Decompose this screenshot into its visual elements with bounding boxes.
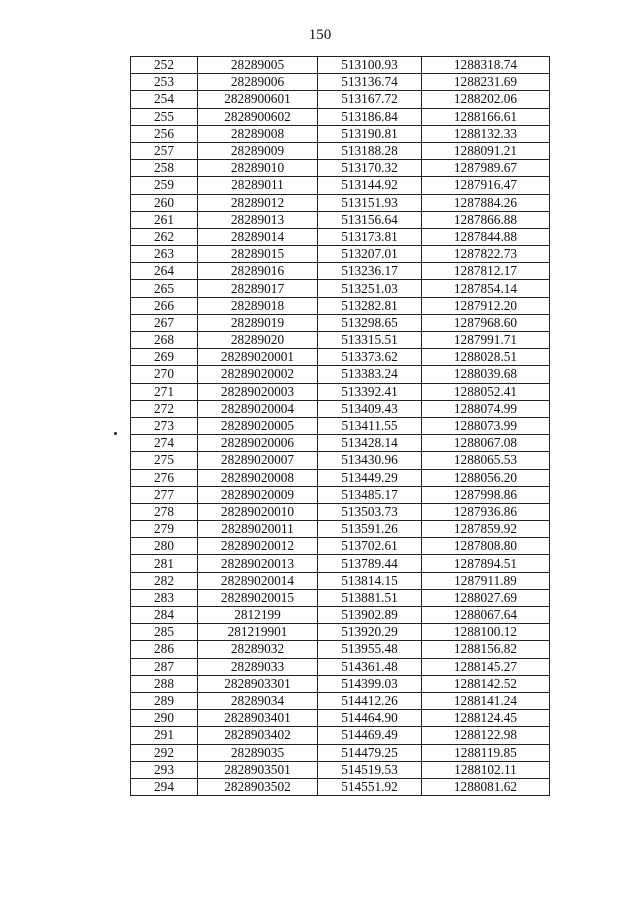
row-number-cell: 288 (131, 675, 198, 692)
y-coordinate-cell: 1288132.33 (422, 125, 550, 142)
table-row (131, 417, 550, 434)
point-id-cell: 2828903501 (198, 761, 318, 778)
y-coordinate-cell: 1288073.99 (422, 417, 550, 434)
table-row (131, 744, 550, 761)
y-coordinate-cell: 1287991.71 (422, 332, 550, 349)
y-coordinate-cell: 1288039.68 (422, 366, 550, 383)
y-coordinate-cell: 1288145.27 (422, 658, 550, 675)
point-id-cell: 28289020008 (198, 469, 318, 486)
point-id-cell: 2828900601 (198, 91, 318, 108)
point-id-cell: 28289034 (198, 692, 318, 709)
point-id-cell: 28289006 (198, 74, 318, 91)
x-coordinate-cell: 513151.93 (318, 194, 422, 211)
point-id-cell: 2828900602 (198, 108, 318, 125)
x-coordinate-cell: 513503.73 (318, 503, 422, 520)
row-number-cell: 291 (131, 727, 198, 744)
y-coordinate-cell: 1287894.51 (422, 555, 550, 572)
table-row (131, 572, 550, 589)
table-row (131, 332, 550, 349)
table-row (131, 435, 550, 452)
x-coordinate-cell: 514519.53 (318, 761, 422, 778)
row-number-cell: 270 (131, 366, 198, 383)
point-id-cell: 28289020 (198, 332, 318, 349)
y-coordinate-cell: 1288100.12 (422, 624, 550, 641)
row-number-cell: 294 (131, 778, 198, 795)
point-id-cell: 28289009 (198, 142, 318, 159)
table-row (131, 727, 550, 744)
table-row (131, 108, 550, 125)
y-coordinate-cell: 1288067.64 (422, 607, 550, 624)
table-row (131, 692, 550, 709)
point-id-cell: 28289012 (198, 194, 318, 211)
y-coordinate-cell: 1288052.41 (422, 383, 550, 400)
y-coordinate-cell: 1288166.61 (422, 108, 550, 125)
row-number-cell: 257 (131, 142, 198, 159)
y-coordinate-cell: 1287912.20 (422, 297, 550, 314)
point-id-cell: 28289020009 (198, 486, 318, 503)
table-row (131, 177, 550, 194)
point-id-cell: 28289018 (198, 297, 318, 314)
y-coordinate-cell: 1287911.89 (422, 572, 550, 589)
table-row (131, 538, 550, 555)
table-row (131, 521, 550, 538)
point-id-cell: 28289020007 (198, 452, 318, 469)
x-coordinate-cell: 513383.24 (318, 366, 422, 383)
y-coordinate-cell: 1287968.60 (422, 314, 550, 331)
y-coordinate-cell: 1287936.86 (422, 503, 550, 520)
row-number-cell: 259 (131, 177, 198, 194)
row-number-cell: 264 (131, 263, 198, 280)
point-id-cell: 28289035 (198, 744, 318, 761)
point-id-cell: 28289010 (198, 160, 318, 177)
x-coordinate-cell: 513173.81 (318, 228, 422, 245)
row-number-cell: 261 (131, 211, 198, 228)
coordinates-table-body (131, 57, 550, 796)
point-id-cell: 28289011 (198, 177, 318, 194)
table-row (131, 469, 550, 486)
point-id-cell: 28289008 (198, 125, 318, 142)
row-number-cell: 289 (131, 692, 198, 709)
x-coordinate-cell: 513298.65 (318, 314, 422, 331)
row-number-cell: 279 (131, 521, 198, 538)
row-number-cell: 278 (131, 503, 198, 520)
row-number-cell: 284 (131, 607, 198, 624)
row-number-cell: 267 (131, 314, 198, 331)
y-coordinate-cell: 1288081.62 (422, 778, 550, 795)
row-number-cell: 258 (131, 160, 198, 177)
x-coordinate-cell: 513315.51 (318, 332, 422, 349)
table-row (131, 383, 550, 400)
point-id-cell: 2828903301 (198, 675, 318, 692)
row-number-cell: 277 (131, 486, 198, 503)
table-row (131, 211, 550, 228)
point-id-cell: 2828903502 (198, 778, 318, 795)
point-id-cell: 28289019 (198, 314, 318, 331)
table-row (131, 125, 550, 142)
table-row (131, 400, 550, 417)
y-coordinate-cell: 1288028.51 (422, 349, 550, 366)
row-number-cell: 262 (131, 228, 198, 245)
row-number-cell: 287 (131, 658, 198, 675)
x-coordinate-cell: 513144.92 (318, 177, 422, 194)
row-number-cell: 276 (131, 469, 198, 486)
point-id-cell: 28289033 (198, 658, 318, 675)
point-id-cell: 2828903401 (198, 710, 318, 727)
y-coordinate-cell: 1288056.20 (422, 469, 550, 486)
y-coordinate-cell: 1288231.69 (422, 74, 550, 91)
x-coordinate-cell: 513207.01 (318, 246, 422, 263)
x-coordinate-cell: 513881.51 (318, 589, 422, 606)
row-number-cell: 280 (131, 538, 198, 555)
row-number-cell: 290 (131, 710, 198, 727)
row-number-cell: 273 (131, 417, 198, 434)
table-row (131, 503, 550, 520)
x-coordinate-cell: 513167.72 (318, 91, 422, 108)
x-coordinate-cell: 513282.81 (318, 297, 422, 314)
x-coordinate-cell: 514551.92 (318, 778, 422, 795)
y-coordinate-cell: 1287854.14 (422, 280, 550, 297)
y-coordinate-cell: 1287998.86 (422, 486, 550, 503)
coordinates-table (130, 56, 550, 796)
row-number-cell: 268 (131, 332, 198, 349)
table-row (131, 607, 550, 624)
point-id-cell: 28289020005 (198, 417, 318, 434)
x-coordinate-cell: 513188.28 (318, 142, 422, 159)
point-id-cell: 28289017 (198, 280, 318, 297)
x-coordinate-cell: 514479.25 (318, 744, 422, 761)
row-number-cell: 293 (131, 761, 198, 778)
x-coordinate-cell: 513920.29 (318, 624, 422, 641)
y-coordinate-cell: 1288318.74 (422, 57, 550, 74)
table-row (131, 142, 550, 159)
x-coordinate-cell: 513430.96 (318, 452, 422, 469)
x-coordinate-cell: 514399.03 (318, 675, 422, 692)
x-coordinate-cell: 513170.32 (318, 160, 422, 177)
x-coordinate-cell: 513902.89 (318, 607, 422, 624)
y-coordinate-cell: 1288067.08 (422, 435, 550, 452)
x-coordinate-cell: 513136.74 (318, 74, 422, 91)
y-coordinate-cell: 1288122.98 (422, 727, 550, 744)
row-number-cell: 265 (131, 280, 198, 297)
x-coordinate-cell: 514361.48 (318, 658, 422, 675)
table-row (131, 675, 550, 692)
y-coordinate-cell: 1288124.45 (422, 710, 550, 727)
point-id-cell: 28289013 (198, 211, 318, 228)
x-coordinate-cell: 513409.43 (318, 400, 422, 417)
row-number-cell: 272 (131, 400, 198, 417)
y-coordinate-cell: 1288141.24 (422, 692, 550, 709)
point-id-cell: 28289020012 (198, 538, 318, 555)
x-coordinate-cell: 513449.29 (318, 469, 422, 486)
stray-mark (114, 432, 117, 435)
table-row (131, 658, 550, 675)
point-id-cell: 28289005 (198, 57, 318, 74)
y-coordinate-cell: 1288142.52 (422, 675, 550, 692)
row-number-cell: 286 (131, 641, 198, 658)
row-number-cell: 275 (131, 452, 198, 469)
x-coordinate-cell: 513190.81 (318, 125, 422, 142)
y-coordinate-cell: 1287808.80 (422, 538, 550, 555)
row-number-cell: 266 (131, 297, 198, 314)
row-number-cell: 253 (131, 74, 198, 91)
table-row (131, 778, 550, 795)
x-coordinate-cell: 513591.26 (318, 521, 422, 538)
x-coordinate-cell: 513814.15 (318, 572, 422, 589)
point-id-cell: 28289020011 (198, 521, 318, 538)
x-coordinate-cell: 513428.14 (318, 435, 422, 452)
x-coordinate-cell: 513373.62 (318, 349, 422, 366)
table-row (131, 366, 550, 383)
row-number-cell: 260 (131, 194, 198, 211)
x-coordinate-cell: 513156.64 (318, 211, 422, 228)
table-row (131, 710, 550, 727)
table-row (131, 263, 550, 280)
y-coordinate-cell: 1288202.06 (422, 91, 550, 108)
y-coordinate-cell: 1288027.69 (422, 589, 550, 606)
x-coordinate-cell: 513485.17 (318, 486, 422, 503)
x-coordinate-cell: 513100.93 (318, 57, 422, 74)
x-coordinate-cell: 513251.03 (318, 280, 422, 297)
x-coordinate-cell: 513702.61 (318, 538, 422, 555)
y-coordinate-cell: 1287989.67 (422, 160, 550, 177)
x-coordinate-cell: 514469.49 (318, 727, 422, 744)
y-coordinate-cell: 1287884.26 (422, 194, 550, 211)
x-coordinate-cell: 513955.48 (318, 641, 422, 658)
point-id-cell: 28289020014 (198, 572, 318, 589)
point-id-cell: 281219901 (198, 624, 318, 641)
row-number-cell: 263 (131, 246, 198, 263)
row-number-cell: 254 (131, 91, 198, 108)
table-row (131, 57, 550, 74)
row-number-cell: 292 (131, 744, 198, 761)
point-id-cell: 28289032 (198, 641, 318, 658)
table-row (131, 228, 550, 245)
table-row (131, 589, 550, 606)
table-row (131, 641, 550, 658)
x-coordinate-cell: 514464.90 (318, 710, 422, 727)
x-coordinate-cell: 513392.41 (318, 383, 422, 400)
point-id-cell: 28289020004 (198, 400, 318, 417)
y-coordinate-cell: 1287916.47 (422, 177, 550, 194)
table-row (131, 555, 550, 572)
row-number-cell: 281 (131, 555, 198, 572)
point-id-cell: 2812199 (198, 607, 318, 624)
y-coordinate-cell: 1287859.92 (422, 521, 550, 538)
point-id-cell: 28289020001 (198, 349, 318, 366)
table-row (131, 349, 550, 366)
table-row (131, 452, 550, 469)
point-id-cell: 28289020006 (198, 435, 318, 452)
point-id-cell: 28289016 (198, 263, 318, 280)
row-number-cell: 282 (131, 572, 198, 589)
point-id-cell: 28289020002 (198, 366, 318, 383)
table-row (131, 297, 550, 314)
y-coordinate-cell: 1288156.82 (422, 641, 550, 658)
y-coordinate-cell: 1288102.11 (422, 761, 550, 778)
point-id-cell: 28289015 (198, 246, 318, 263)
page-number: 150 (308, 27, 332, 43)
x-coordinate-cell: 514412.26 (318, 692, 422, 709)
point-id-cell: 28289020013 (198, 555, 318, 572)
y-coordinate-cell: 1287844.88 (422, 228, 550, 245)
point-id-cell: 28289014 (198, 228, 318, 245)
y-coordinate-cell: 1288074.99 (422, 400, 550, 417)
row-number-cell: 285 (131, 624, 198, 641)
row-number-cell: 271 (131, 383, 198, 400)
row-number-cell: 255 (131, 108, 198, 125)
row-number-cell: 283 (131, 589, 198, 606)
x-coordinate-cell: 513411.55 (318, 417, 422, 434)
table-row (131, 74, 550, 91)
table-row (131, 246, 550, 263)
row-number-cell: 269 (131, 349, 198, 366)
table-row (131, 761, 550, 778)
point-id-cell: 28289020003 (198, 383, 318, 400)
x-coordinate-cell: 513789.44 (318, 555, 422, 572)
table-row (131, 486, 550, 503)
y-coordinate-cell: 1287822.73 (422, 246, 550, 263)
y-coordinate-cell: 1288065.53 (422, 452, 550, 469)
y-coordinate-cell: 1287866.88 (422, 211, 550, 228)
row-number-cell: 274 (131, 435, 198, 452)
row-number-cell: 252 (131, 57, 198, 74)
table-row (131, 280, 550, 297)
table-row (131, 91, 550, 108)
table-row (131, 194, 550, 211)
point-id-cell: 28289020010 (198, 503, 318, 520)
table-row (131, 314, 550, 331)
row-number-cell: 256 (131, 125, 198, 142)
table-row (131, 624, 550, 641)
x-coordinate-cell: 513236.17 (318, 263, 422, 280)
table-row (131, 160, 550, 177)
point-id-cell: 2828903402 (198, 727, 318, 744)
y-coordinate-cell: 1287812.17 (422, 263, 550, 280)
y-coordinate-cell: 1288119.85 (422, 744, 550, 761)
y-coordinate-cell: 1288091.21 (422, 142, 550, 159)
point-id-cell: 28289020015 (198, 589, 318, 606)
x-coordinate-cell: 513186.84 (318, 108, 422, 125)
